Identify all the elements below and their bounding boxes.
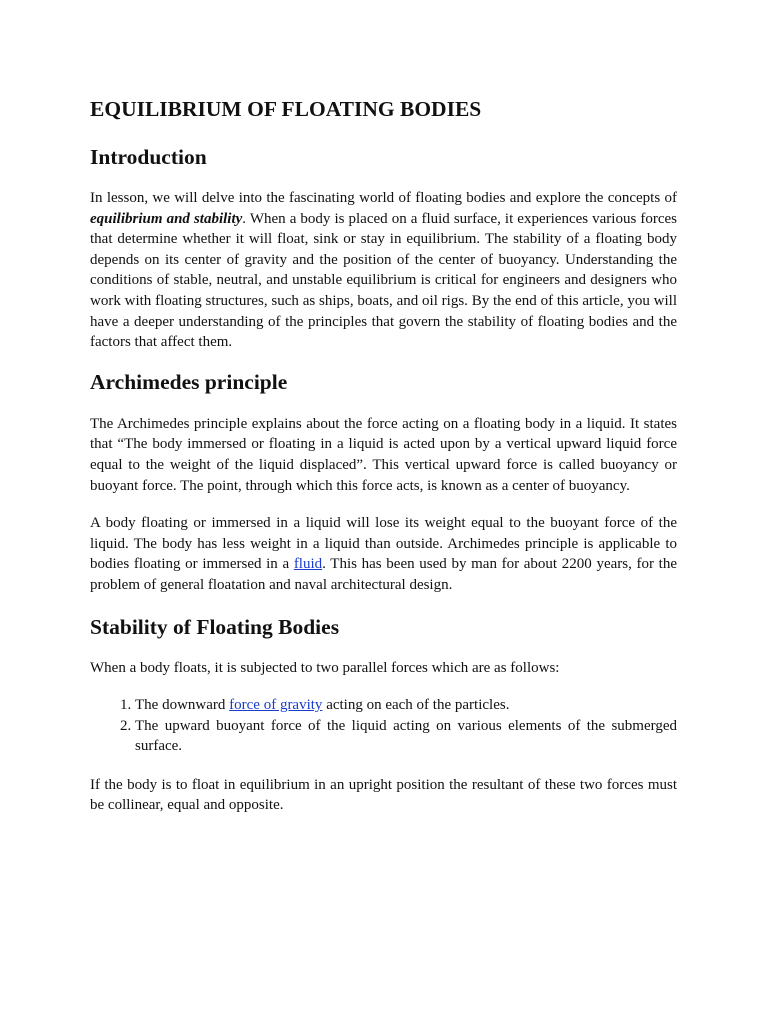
intro-lead-text: In lesson, we will delve into the fascinating world of floating bodies and explore the concepts of [90, 190, 677, 206]
fluid-link[interactable]: fluid [293, 556, 323, 573]
archimedes-p2-after: . This has been used by man for about 2200 years, for the problem of general floatation and naval architectural design. [90, 556, 677, 593]
heading-stability: Stability of Floating Bodies [90, 614, 340, 639]
list-item: 2. The upward buoyant force of the liquid acting on various elements of the submerged surface. [135, 716, 677, 757]
intro-emphasis: equilibrium and stability [90, 210, 243, 227]
stability-closing: If the body is to float in equilibrium in an upright position the resultant of these two forces must be collinear, equal and opposite. [90, 776, 677, 814]
document-page [90, 90, 677, 816]
introduction-paragraph [90, 188, 677, 353]
item1-after: acting on each of the particles. [322, 697, 510, 714]
document-title: EQUILIBRIUM OF FLOATING BODIES [90, 97, 482, 121]
archimedes-p2-before: A body floating or immersed in a liquid will lose its weight equal to the buoyant force of the liquid. The body has less weight in a liquid than outside. Archimedes principle is applicable to bodies floating or immersed in a [90, 515, 677, 573]
list-item [135, 695, 677, 716]
archimedes-paragraph-2 [90, 513, 677, 595]
force-of-gravity-link[interactable]: force of gravity [229, 697, 323, 714]
archimedes-paragraph-1: The Archimedes principle explains about the force acting on a floating body in a liquid. It states that “The body immersed or floating in a liquid is acted upon by a vertical upward liquid force equal to the weight of the liquid displaced”. This vertical upward force is called buoyancy or buoyant force. The point, through which this force acts, is known as a center of buoyancy. [90, 415, 677, 494]
stability-intro: When a body floats, it is subjected to two parallel forces which are as follows: [90, 659, 560, 676]
item1-before: The downward [135, 697, 230, 714]
intro-rest-text: . When a body is placed on a fluid surface, it experiences various forces that determine whether it will float, sink or stay in equilibrium. The stability of a floating body depends on its center of gravity and the position of the center of buoyancy. Understanding the conditions of stable, neutral, and unstable equilibrium is critical for engineers and designers who work with floating structures, such as ships, boats, and oil rigs. By the end of this article, you will have a deeper understanding of the principles that govern the stability of floating bodies and the factors that affect them. [90, 210, 677, 351]
forces-list [90, 695, 677, 757]
heading-archimedes: Archimedes principle [90, 369, 288, 394]
heading-introduction: Introduction [90, 145, 207, 169]
